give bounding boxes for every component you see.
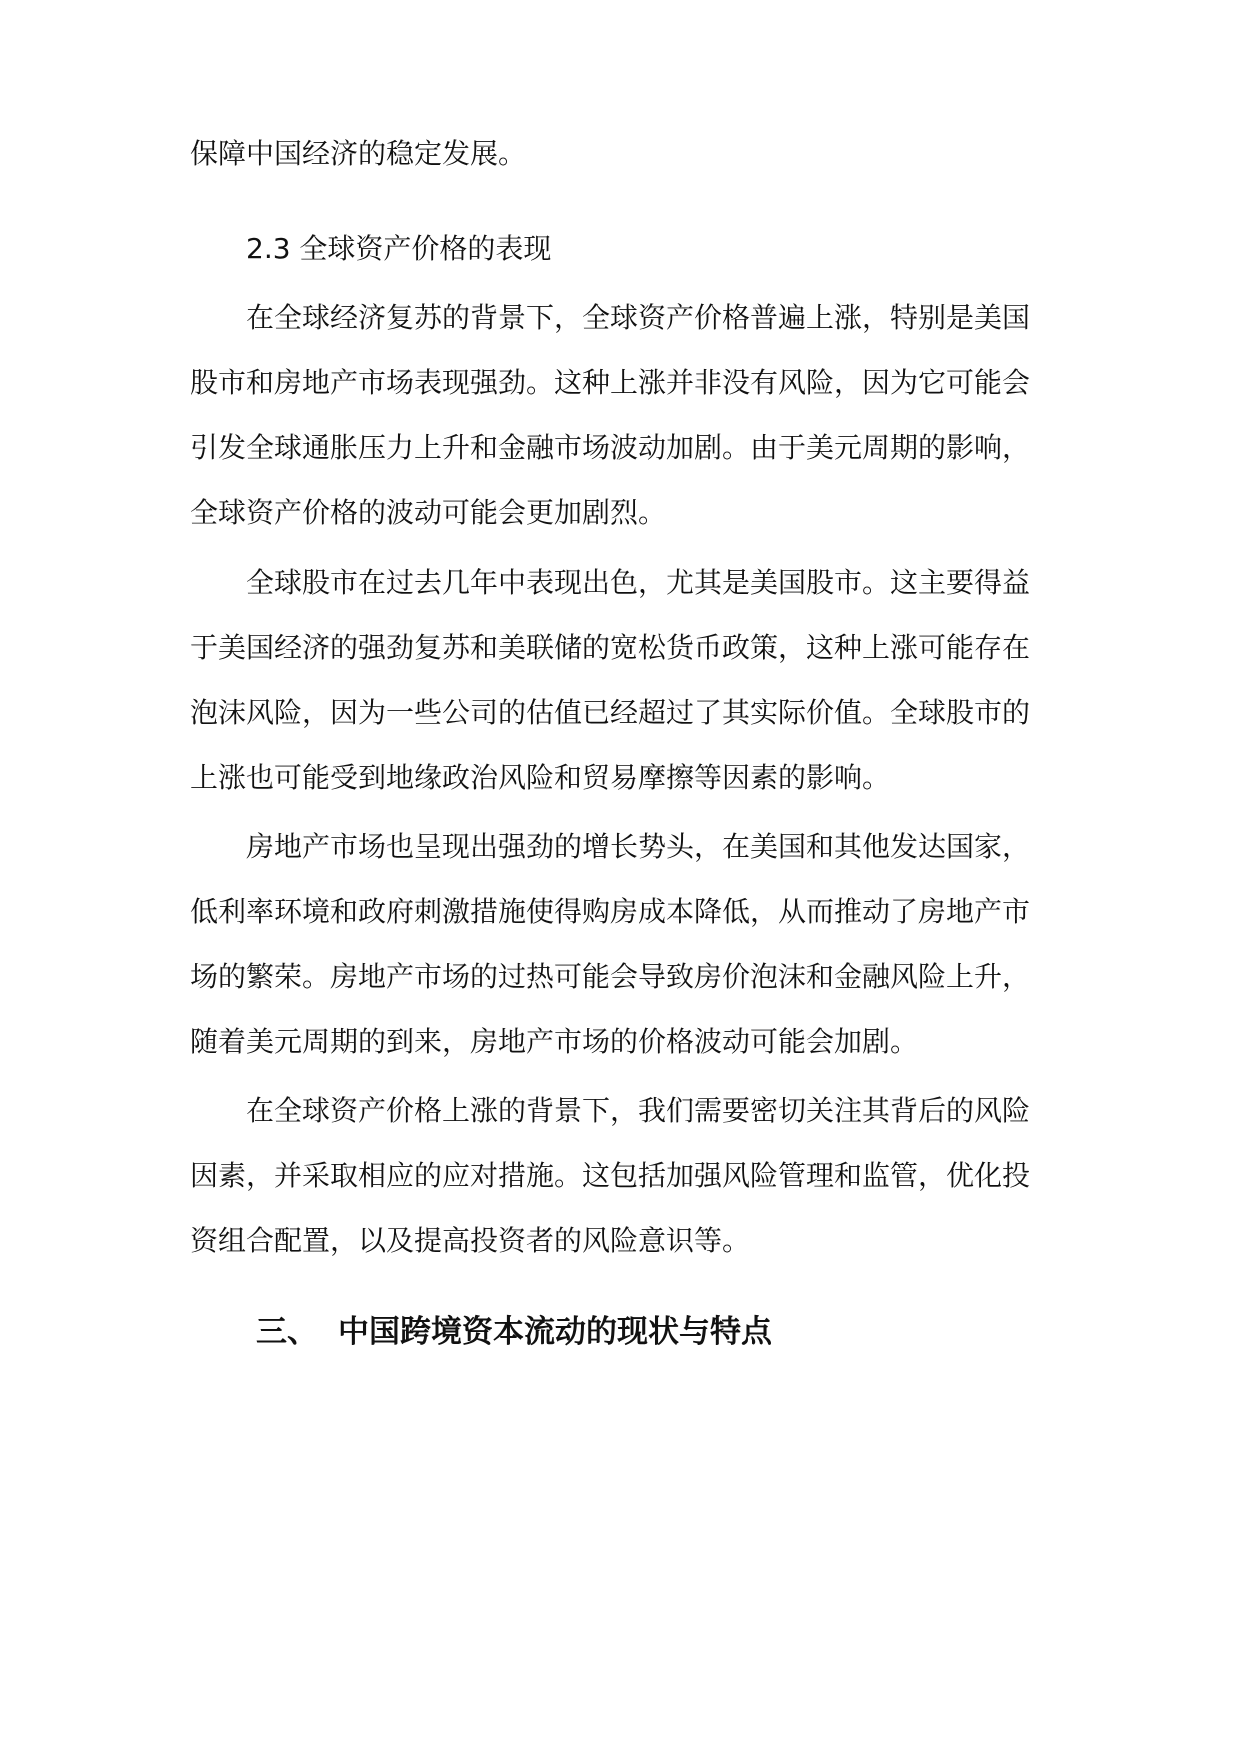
paragraph-line: 房地产市场也呈现出强劲的增长势头，在美国和其他发达国家， [246,830,1031,863]
chapter-number: 三、 [256,1314,318,1350]
paragraph-line: 随着美元周期的到来，房地产市场的价格波动可能会加剧。 [190,1025,919,1058]
chapter-heading [256,1310,772,1354]
continuation-text: 保障中国经济的稳定发展。 [190,137,527,170]
section-heading: 2.3 全球资产价格的表现 [246,232,552,265]
paragraph-line: 场的繁荣。房地产市场的过热可能会导致房价泡沫和金融风险上升， [190,960,1031,993]
paragraph-line: 于美国经济的强劲复苏和美联储的宽松货币政策，这种上涨可能存在 [190,631,1031,664]
paragraph-line: 引发全球通胀压力上升和金融市场波动加剧。由于美元周期的影响， [190,431,1031,464]
paragraph-line: 全球股市在过去几年中表现出色，尤其是美国股市。这主要得益 [246,566,1031,599]
paragraph-line: 资组合配置，以及提高投资者的风险意识等。 [190,1224,751,1257]
paragraph-line: 全球资产价格的波动可能会更加剧烈。 [190,496,667,529]
paragraph-line: 泡沫风险，因为一些公司的估值已经超过了其实际价值。全球股市的 [190,696,1031,729]
paragraph-line: 低利率环境和政府刺激措施使得购房成本降低，从而推动了房地产市 [190,895,1031,928]
paragraph-line: 因素，并采取相应的应对措施。这包括加强风险管理和监管，优化投 [190,1159,1031,1192]
paragraph-line: 上涨也可能受到地缘政治风险和贸易摩擦等因素的影响。 [190,761,891,794]
paragraph-line: 股市和房地产市场表现强劲。这种上涨并非没有风险，因为它可能会 [190,366,1031,399]
paragraph-line: 在全球资产价格上涨的背景下，我们需要密切关注其背后的风险 [246,1094,1031,1127]
paragraph-line: 在全球经济复苏的背景下，全球资产价格普遍上涨，特别是美国 [246,301,1031,334]
chapter-title: 中国跨境资本流动的现状与特点 [338,1314,772,1350]
